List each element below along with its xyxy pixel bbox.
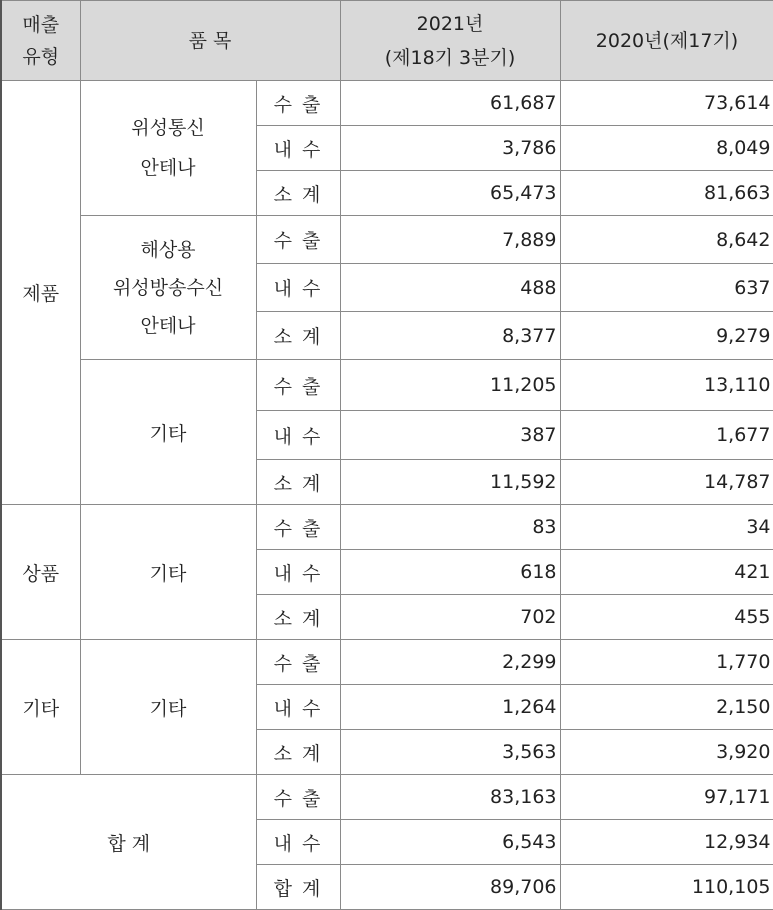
header-item: 품 목 <box>80 1 340 81</box>
value-2020: 1,677 <box>560 411 773 460</box>
value-2021: 1,264 <box>340 685 560 730</box>
value-2020: 14,787 <box>560 460 773 505</box>
value-2021: 6,543 <box>340 820 560 865</box>
item-name: 위성통신 안테나 <box>80 81 256 216</box>
value-2021: 83,163 <box>340 775 560 820</box>
sub-label: 수 출 <box>256 216 340 264</box>
sub-label: 수 출 <box>256 360 340 411</box>
sub-label: 소 계 <box>256 460 340 505</box>
sub-label: 내 수 <box>256 820 340 865</box>
value-2021: 65,473 <box>340 171 560 216</box>
value-2021: 11,205 <box>340 360 560 411</box>
value-2020: 1,770 <box>560 640 773 685</box>
sub-label: 수 출 <box>256 640 340 685</box>
item-name: 기타 <box>80 505 256 640</box>
value-2021: 618 <box>340 550 560 595</box>
table-row <box>1 775 773 820</box>
value-2021: 3,786 <box>340 126 560 171</box>
group-label-product: 제품 <box>1 81 80 505</box>
value-2021: 7,889 <box>340 216 560 264</box>
value-2021: 83 <box>340 505 560 550</box>
value-2020: 3,920 <box>560 730 773 775</box>
sub-label: 소 계 <box>256 730 340 775</box>
total-label: 합 계 <box>1 775 256 910</box>
value-2021: 8,377 <box>340 312 560 360</box>
group-label-other: 기타 <box>1 640 80 775</box>
value-2021: 3,563 <box>340 730 560 775</box>
sub-label: 합 계 <box>256 865 340 910</box>
value-2020: 13,110 <box>560 360 773 411</box>
value-2020: 421 <box>560 550 773 595</box>
value-2021: 61,687 <box>340 81 560 126</box>
table-row <box>1 81 773 126</box>
header-2021: 2021년 (제18기 3분기) <box>340 1 560 81</box>
header-sales-type: 매출 유형 <box>1 1 80 81</box>
header-2020: 2020년(제17기) <box>560 1 773 81</box>
sub-label: 내 수 <box>256 550 340 595</box>
value-2021: 11,592 <box>340 460 560 505</box>
value-2020: 455 <box>560 595 773 640</box>
value-2021: 387 <box>340 411 560 460</box>
header-row <box>1 1 773 81</box>
value-2020: 8,049 <box>560 126 773 171</box>
value-2020: 97,171 <box>560 775 773 820</box>
sub-label: 내 수 <box>256 411 340 460</box>
value-2021: 89,706 <box>340 865 560 910</box>
value-2020: 9,279 <box>560 312 773 360</box>
value-2021: 702 <box>340 595 560 640</box>
table-row <box>1 216 773 264</box>
sub-label: 소 계 <box>256 171 340 216</box>
table-row <box>1 640 773 685</box>
item-name: 기타 <box>80 360 256 505</box>
table-row <box>1 360 773 411</box>
table-row <box>1 505 773 550</box>
sub-label: 수 출 <box>256 775 340 820</box>
sub-label: 내 수 <box>256 264 340 312</box>
sub-label: 수 출 <box>256 81 340 126</box>
value-2021: 2,299 <box>340 640 560 685</box>
value-2020: 73,614 <box>560 81 773 126</box>
value-2020: 2,150 <box>560 685 773 730</box>
value-2020: 637 <box>560 264 773 312</box>
value-2020: 81,663 <box>560 171 773 216</box>
value-2020: 34 <box>560 505 773 550</box>
value-2020: 110,105 <box>560 865 773 910</box>
group-label-goods: 상품 <box>1 505 80 640</box>
value-2020: 8,642 <box>560 216 773 264</box>
value-2020: 12,934 <box>560 820 773 865</box>
item-name: 기타 <box>80 640 256 775</box>
sub-label: 내 수 <box>256 126 340 171</box>
sub-label: 소 계 <box>256 595 340 640</box>
sub-label: 소 계 <box>256 312 340 360</box>
sub-label: 내 수 <box>256 685 340 730</box>
item-name: 해상용 위성방송수신 안테나 <box>80 216 256 360</box>
value-2021: 488 <box>340 264 560 312</box>
sub-label: 수 출 <box>256 505 340 550</box>
